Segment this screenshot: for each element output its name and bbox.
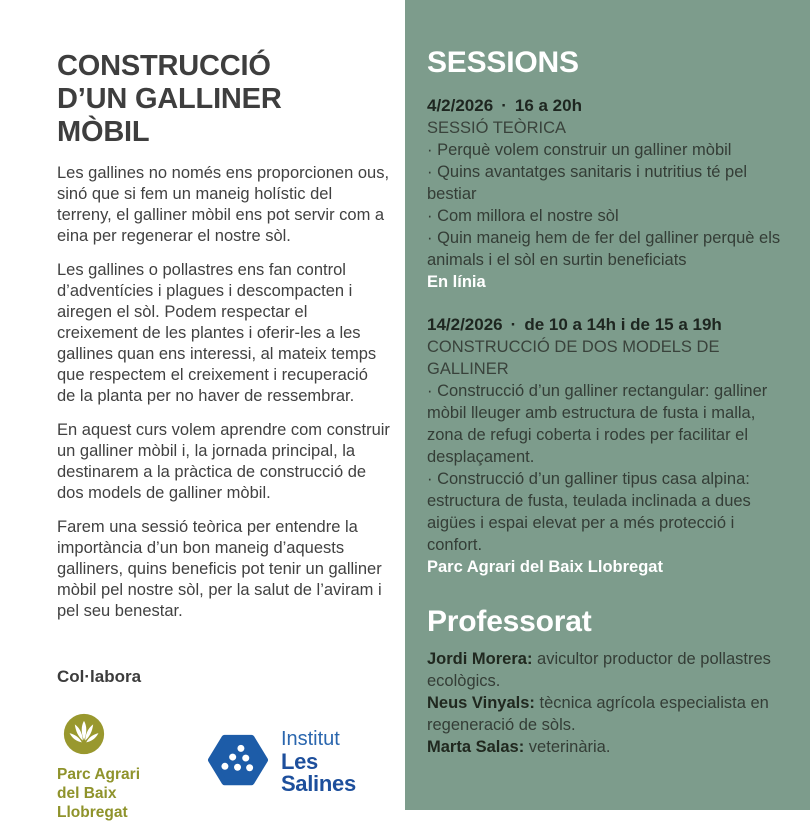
session-2-time: de 10 a 14h i de 15 a 19h	[524, 315, 722, 334]
paragraph-1: Les gallines no només ens proporcionen ous, sinó que si fem un maneig holístic del terreny, el galliner mòbil ens pot servir com a eina per regenerar el nostre sòl.	[57, 164, 390, 245]
session-1-time: 16 a 20h	[514, 96, 582, 115]
paragraph-4: Farem una sessió teòrica per entendre la importància d’un bon maneig d’aquests galliners, quins beneficis pot tenir un galliner mòbil pel nostre sòl, per la salut de l’aviram i pel seu benestar.	[57, 518, 382, 620]
collabora-label: Col·labora	[57, 667, 142, 686]
session-2-date-line	[427, 314, 784, 336]
session-1-bullet-2: · Quins avantatges sanitaris i nutritius té pel bestiar	[427, 163, 748, 203]
paragraph-2: Les gallines o pollastres ens fan control d’adventícies i plagues i descompacten i airegen el sòl. Podem respectar el creixement de les plantes i oferir-les a les gallines quan ens interessi, al mateix temps que respectem el creixement i recuperació de la planta per no haver de ressembrar.	[57, 261, 377, 405]
professor-1-name: Jordi Morera:	[427, 650, 533, 668]
sessions-heading: SESSIONS	[427, 46, 579, 79]
session-1-bullet-1: · Perquè volem construir un galliner mòbil	[427, 141, 732, 159]
professor-2-desc: tècnica agrícola especialista en regeneració de sòls.	[427, 694, 769, 734]
session-1-mode-label: En línia	[427, 273, 486, 291]
parc-agrari-logo-text	[57, 765, 181, 822]
right-column-sessions-panel	[405, 0, 810, 810]
paragraph-3: En aquest curs volem aprendre com construir un galliner mòbil i, la jornada principal, la destinarem a la pràctica de construcció de dos models de galliner mòbil.	[57, 421, 390, 502]
left-column	[0, 0, 405, 821]
session-1-date: 4/2/2026	[427, 96, 494, 115]
collaborator-logos	[57, 713, 387, 822]
les-salines-logo-text	[281, 729, 387, 795]
parc-agrari-text-line-2: del Baix Llobregat	[57, 785, 128, 821]
professor-1-desc: avicultor productor de pollastres ecològics.	[427, 650, 771, 690]
professors-list	[427, 648, 784, 758]
session-1-separator: ·	[501, 96, 507, 115]
les-salines-text-line-2: Les Salines	[280, 749, 356, 796]
parc-agrari-logo	[57, 713, 181, 822]
institut-les-salines-logo	[207, 729, 387, 795]
professorat-heading: Professorat	[427, 605, 592, 638]
professor-2-name: Neus Vinyals:	[427, 694, 535, 712]
session-2-date: 14/2/2026	[427, 315, 503, 334]
session-2-separator: ·	[510, 315, 517, 334]
session-2-bullet-1: · Construcció d’un galliner rectangular: galliner mòbil lleuger amb estructura de fusta i malla, zona de refugi coberta i rodes per facilitar el desplaçament.	[427, 382, 768, 466]
session-1-subtitle: SESSIÓ TEÒRICA	[427, 119, 567, 137]
page-title-line-3: MÒBIL	[57, 116, 150, 148]
professor-3-desc: veterinària.	[524, 738, 611, 756]
session-1-bullet-4: · Quin maneig hem de fer del galliner perquè els animals i el sòl en surtin beneficiats	[427, 229, 781, 269]
session-1	[427, 95, 784, 293]
parc-agrari-text-line-1: Parc Agrari	[57, 766, 140, 783]
les-salines-text-line-1: Institut	[280, 728, 340, 750]
page-title	[57, 50, 387, 149]
parc-agrari-flower-icon	[63, 713, 181, 760]
session-2	[427, 314, 784, 578]
session-2-bullet-2: · Construcció d’un galliner tipus casa alpina: estructura de fusta, teulada inclinada a dues aigües i espai elevat per a més protecció i confort.	[427, 470, 751, 554]
intro-text	[57, 163, 390, 622]
session-2-subtitle: CONSTRUCCIÓ DE DOS MODELS DE GALLINER	[427, 338, 720, 378]
page-title-line-2: D’UN GALLINER	[57, 83, 282, 115]
page-title-line-1: CONSTRUCCIÓ	[57, 50, 271, 82]
session-1-date-line	[427, 95, 784, 117]
session-1-bullet-3: · Com millora el nostre sòl	[427, 207, 619, 225]
les-salines-hexagon-icon	[207, 733, 269, 792]
session-2-location-label: Parc Agrari del Baix Llobregat	[427, 558, 663, 576]
professor-3-name: Marta Salas:	[427, 738, 525, 756]
